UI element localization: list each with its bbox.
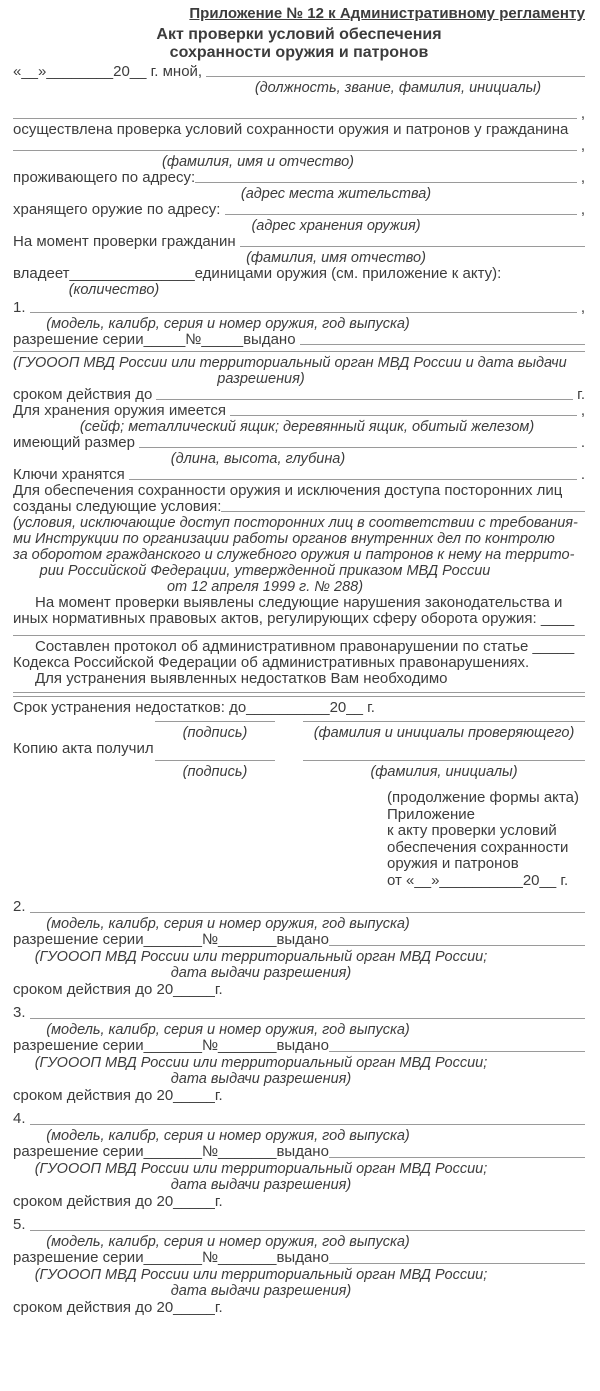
permit-label: разрешение серии_______№_______выдано: [13, 1249, 329, 1266]
doc-title-line2: сохранности оружия и патронов: [169, 44, 429, 61]
appendix-note-date: от «__»__________20__ г.: [387, 871, 569, 889]
at-check-label: На момент проверки гражданин: [13, 233, 240, 250]
item3-validity-line: сроком действия до 20_____г.: [13, 1086, 223, 1104]
conditions-note-line4: рии Российской Федерации, утвержденной приказом МВД России: [39, 563, 491, 579]
validity-label: сроком действия до: [13, 386, 157, 403]
caption-guoop-1a: (ГУОООП МВД России или территориальный орган МВД России и дата выдачи: [13, 355, 567, 371]
caption-model: (модель, калибр, серия и номер оружия, год выпуска): [46, 1021, 410, 1038]
appendix-note-line4: обеспечения сохранности: [387, 838, 569, 856]
comma-suffix: ,: [576, 402, 585, 419]
signature-blank: [155, 760, 275, 761]
caption-storing-address: (адрес хранения оружия): [251, 218, 421, 234]
appendix-note-line2: Приложение: [387, 805, 475, 823]
caption-guoop-b: дата выдачи разрешения): [170, 1283, 352, 1299]
item3-model-line: [13, 1005, 585, 1022]
blank-field: [156, 387, 573, 400]
protocol-line2: Кодекса Российской Федерации об административных правонарушениях.: [13, 654, 530, 671]
owns-line: [13, 266, 585, 282]
item1-model-line: [13, 300, 585, 316]
comma-suffix: ,: [576, 299, 585, 316]
violations-line1: На момент проверки выявлены следующие нарушения законодательства и: [35, 594, 563, 611]
storing-line: [13, 202, 585, 218]
blank-field: [221, 499, 585, 512]
comma-suffix: ,: [576, 137, 585, 154]
item3-permit-line: [13, 1038, 585, 1055]
storing-label: хранящего оружие по адресу:: [13, 201, 225, 218]
at-check-line: [13, 234, 585, 250]
created-conditions-line: [13, 499, 585, 515]
spacer: [13, 627, 585, 635]
residing-line: [13, 170, 585, 186]
period-suffix: .: [576, 466, 585, 483]
caption-guoop-a: (ГУОООП МВД России или территориальный орган МВД России;: [34, 948, 488, 965]
item4-model-line: [13, 1111, 585, 1128]
blank-field: [13, 692, 585, 693]
blank-field: [129, 467, 577, 480]
caption-quantity: (количество): [68, 282, 160, 298]
keys-line: [13, 467, 585, 483]
comma-suffix: ,: [576, 169, 585, 186]
permit-label: разрешение серии_______№_______выдано: [13, 1143, 329, 1160]
caption-guoop-a: (ГУОООП МВД России или территориальный орган МВД России;: [34, 1054, 488, 1071]
permit-label: разрешение серии_______№_______выдано: [13, 931, 329, 948]
caption-position: (должность, звание, фамилия, инициалы): [254, 80, 542, 96]
caption-signature: (подпись): [182, 725, 248, 741]
period-suffix: .: [576, 434, 585, 451]
blank-field: [139, 435, 577, 448]
spacer: [13, 889, 585, 899]
blank-field: [329, 1038, 585, 1052]
doc-title-line1: Акт проверки условий обеспечения: [156, 26, 442, 43]
name-blank: [303, 760, 585, 761]
blank-field: [13, 106, 577, 119]
item2-validity-line: сроком действия до 20_____г.: [13, 980, 223, 998]
caption-model-1: (модель, калибр, серия и номер оружия, год выпуска): [46, 316, 410, 332]
blank-field: [195, 170, 576, 183]
permit-label: разрешение серии_______№_______выдано: [13, 1037, 329, 1054]
item4-number: 4.: [13, 1110, 30, 1127]
caption-guoop-a: (ГУОООП МВД России или территориальный орган МВД России;: [34, 1160, 488, 1177]
item5-number: 5.: [13, 1216, 30, 1233]
caption-guoop-1b: разрешения): [217, 371, 305, 387]
blank-field: [329, 1144, 585, 1158]
citizen-blank-line: [13, 138, 585, 154]
caption-model: (модель, калибр, серия и номер оружия, год выпуска): [46, 915, 410, 932]
comma-suffix: ,: [576, 105, 585, 122]
spacer: [275, 725, 303, 741]
storage-label: Для хранения оружия имеется: [13, 402, 231, 419]
blank-field: [206, 64, 585, 77]
deadline-line: Срок устранения недостатков: до__________20__ г.: [13, 699, 375, 716]
caption-fio: (фамилия, имя и отчество): [162, 154, 354, 170]
spacer: [13, 1104, 585, 1111]
signature-captions-row2: [13, 764, 585, 780]
spacer: [13, 998, 585, 1005]
blank-field: [300, 332, 585, 345]
protocol-line1: Составлен протокол об административном правонарушении по статье _____: [35, 638, 575, 655]
item2-number: 2.: [13, 898, 30, 915]
caption-guoop-b: дата выдачи разрешения): [170, 1177, 352, 1193]
caption-safe: (сейф; металлический ящик; деревянный ящик, обитый железом): [79, 419, 535, 435]
blank-field: [30, 899, 585, 913]
blank-field: [13, 351, 585, 352]
blank-field: [225, 202, 577, 215]
keys-label: Ключи хранятся: [13, 466, 129, 483]
appendix-note-line5: оружия и патронов: [387, 855, 519, 872]
owns-blank: _______________: [69, 265, 195, 282]
item4-validity-line: сроком действия до 20_____г.: [13, 1192, 223, 1210]
blank-field: [13, 138, 577, 151]
caption-guoop-a: (ГУОООП МВД России или территориальный орган МВД России;: [34, 1266, 488, 1283]
comma-suffix: ,: [576, 201, 585, 218]
security-text: Для обеспечения сохранности оружия и исключения доступа посторонних лиц: [13, 482, 563, 499]
blank-field: [30, 300, 577, 313]
residing-label: проживающего по адресу:: [13, 169, 196, 186]
spacer: [13, 96, 585, 106]
blank-field: [230, 403, 576, 416]
item2-permit-line: [13, 932, 585, 949]
caption-model: (модель, калибр, серия и номер оружия, год выпуска): [46, 1233, 410, 1250]
year-suffix: г.: [573, 386, 585, 403]
appendix-header: Приложение № 12 к Административному регламенту: [189, 5, 585, 22]
caption-citizen-fio: (фамилия, имя отчество): [246, 250, 426, 266]
appendix-note-block: [387, 790, 585, 889]
signature-captions-row1: [13, 725, 585, 741]
blank-field: [13, 635, 585, 636]
size-label: имеющий размер: [13, 434, 140, 451]
item3-number: 3.: [13, 1004, 30, 1021]
blank-field: [240, 234, 585, 247]
item2-model-line: [13, 899, 585, 916]
spacer: [13, 764, 155, 780]
blank-field: [30, 1005, 585, 1019]
size-line: [13, 435, 585, 451]
item1-permit-line: [13, 332, 585, 348]
created-label: созданы следующие условия:: [13, 498, 222, 515]
conditions-note-line1: (условия, исключающие доступ посторонних лиц в соответствии с требования-: [13, 515, 578, 531]
item1-validity-line: [13, 387, 585, 403]
blank-field: [30, 1111, 585, 1125]
spacer: [275, 764, 303, 780]
item4-permit-line: [13, 1144, 585, 1161]
blank-field: [329, 1250, 585, 1264]
item5-permit-line: [13, 1250, 585, 1267]
caption-guoop-b: дата выдачи разрешения): [170, 1071, 352, 1087]
signature-blank: [155, 721, 275, 722]
date-line: [13, 64, 585, 80]
spacer: [13, 725, 155, 741]
item5-model-line: [13, 1217, 585, 1234]
caption-inspector-name: (фамилия и инициалы проверяющего): [313, 725, 575, 741]
item5-validity-line: сроком действия до 20_____г.: [13, 1298, 223, 1316]
item1-number: 1.: [13, 299, 30, 316]
blank-field: [13, 696, 585, 697]
owns-prefix: владеет: [13, 265, 70, 282]
name-blank: [303, 721, 585, 722]
caption-size: (длина, высота, глубина): [170, 451, 346, 467]
date-line-text: «__»________20__ г. мной,: [13, 63, 207, 80]
caption-guoop-b: дата выдачи разрешения): [170, 965, 352, 981]
blank-field: [30, 1217, 585, 1231]
inspection-text: осуществлена проверка условий сохранности оружия и патронов у гражданина: [13, 121, 569, 138]
caption-signature: (подпись): [182, 764, 248, 780]
conditions-note-line3: за оборотом гражданского и служебного оружия и патронов к нему на террито-: [13, 547, 575, 563]
owns-suffix: единицами оружия (см. приложение к акту):: [194, 265, 502, 282]
fix-text: Для устранения выявленных недостатков Вам необходимо: [35, 670, 448, 687]
permit-label: разрешение серии_____№_____выдано: [13, 331, 300, 348]
weapon-items-section: [13, 899, 585, 1316]
appendix-note-line3: к акту проверки условий: [387, 822, 557, 839]
copy-received-label: Копию акта получил: [13, 740, 154, 757]
caption-model: (модель, калибр, серия и номер оружия, год выпуска): [46, 1127, 410, 1144]
conditions-note-line5: от 12 апреля 1999 г. № 288): [166, 579, 364, 595]
violations-line2: иных нормативных правовых актов, регулирующих сферу оборота оружия: ____: [13, 610, 575, 627]
blank-field: [329, 932, 585, 946]
caption-fio: (фамилия, инициалы): [370, 764, 518, 780]
appendix-note-line1: (продолжение формы акта): [387, 789, 579, 806]
caption-residing-address: (адрес места жительства): [240, 186, 432, 202]
official-blank-line: [13, 106, 585, 122]
storage-line: [13, 403, 585, 419]
spacer: [13, 1210, 585, 1217]
conditions-note-line2: ми Инструкции по организации работы органов внутренних дел по контролю: [13, 531, 555, 547]
